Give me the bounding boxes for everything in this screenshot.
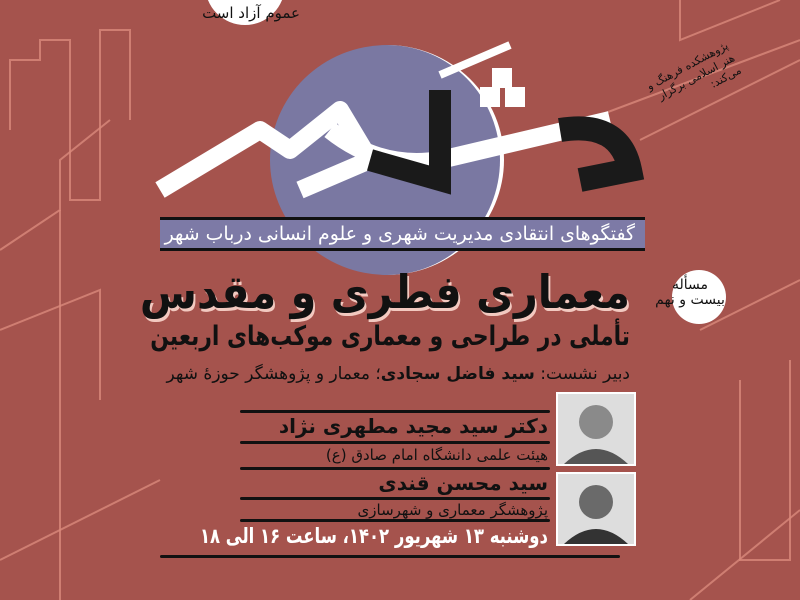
moderator-role: ؛ معمار و پژوهشگر حوزهٔ شهر — [166, 364, 381, 384]
masale-shahr-logo — [140, 40, 660, 220]
speaker-photo — [556, 472, 636, 546]
moderator-line — [150, 362, 630, 386]
speaker-affiliation: پژوهشگر معماری و شهرسازی — [357, 501, 548, 519]
divider — [240, 441, 550, 444]
event-title: معماری فطری و مقدس — [139, 265, 630, 319]
speaker-name: سید محسن قندی — [378, 471, 548, 495]
event-date: دوشنبه ۱۳ شهریور ۱۴۰۲، ساعت ۱۶ الی ۱۸ — [199, 524, 548, 548]
moderator-name: سید فاضل سجادی — [380, 364, 535, 384]
open-to-public-text: عموم آزاد است — [202, 4, 300, 22]
moderator-label: دبیر نشست: — [540, 364, 630, 384]
speaker-affiliation: هیئت علمی دانشگاه امام صادق (ع) — [325, 446, 548, 464]
speaker-photo — [556, 392, 636, 466]
event-subtitle: تأملی در طراحی و معماری موکب‌های اربعین — [150, 321, 630, 352]
session-number-text: مسأله بیست و نهم — [655, 277, 725, 308]
speaker-name: دکتر سید مجید مطهری نژاد — [278, 414, 548, 438]
series-banner: گفتگوهای انتقادی مدیریت شهری و علوم انسانی درباب شهر — [164, 223, 635, 245]
organizer-text: پژوهشکده فرهنگ و هنر اسلامی برگزار می‌کند: — [644, 38, 744, 103]
divider — [160, 555, 620, 558]
